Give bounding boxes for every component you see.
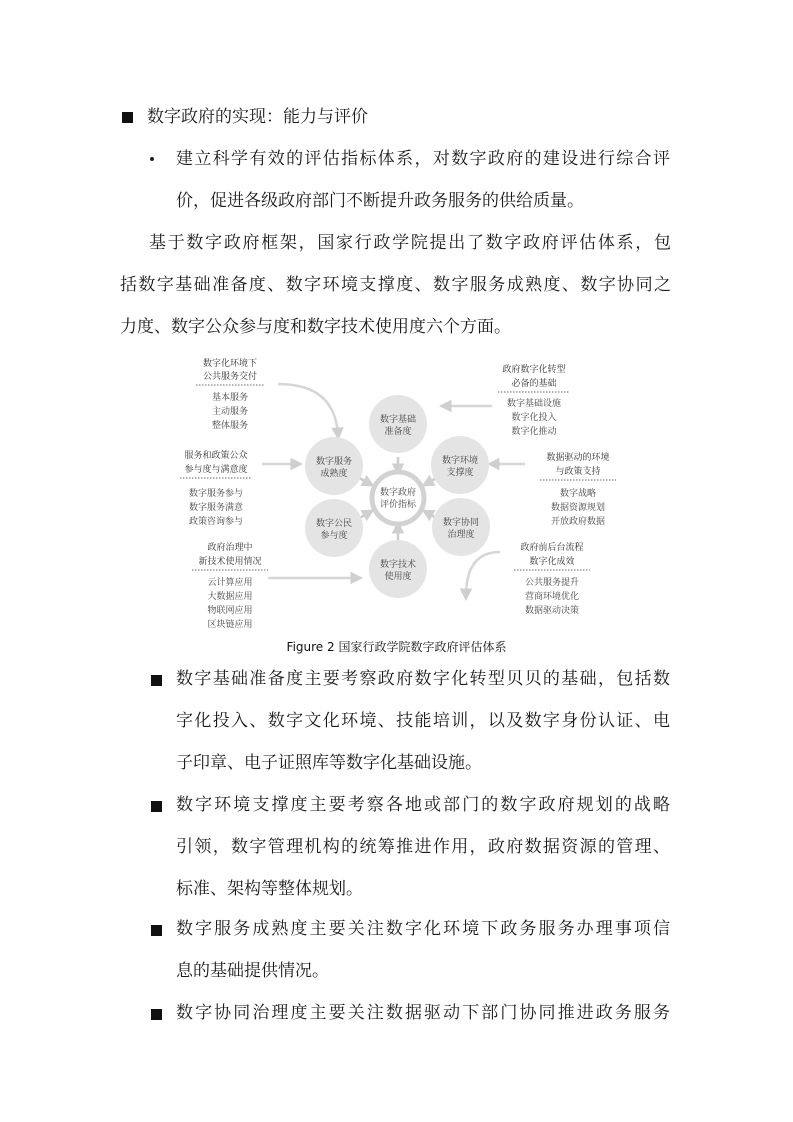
group-mid-right-title-2: 与政策支持 <box>555 467 601 477</box>
group-bottom-right-title-1: 政府前后台流程 <box>520 543 584 553</box>
item-2-line-1: 数字环境支撑度主要考察各地或部门的数字政府规划的战略 <box>176 795 670 815</box>
bullet-line-2: 价，促进各级政府部门不断提升政务服务的供给质量。 <box>176 191 584 211</box>
node-foundation-label-2: 准备度 <box>384 427 412 437</box>
node-participation-label-1: 数字公民 <box>315 519 353 529</box>
node-foundation-label-1: 数字基础 <box>379 415 417 425</box>
node-collaboration-label-1: 数字协同 <box>442 518 480 528</box>
group-bottom-right-item-1: 公共服务提升 <box>524 578 580 588</box>
group-bottom-left-title-1: 政府治理中 <box>207 543 253 553</box>
arrow-top-left <box>278 384 338 435</box>
arrow-bottom-right <box>466 552 500 596</box>
group-mid-left-item-3: 政策咨询参与 <box>188 517 244 527</box>
item-3-line-2: 息的基础提供情况。 <box>176 961 329 981</box>
item-3-line-1: 数字服务成熟度主要关注数字化环境下政务服务办理事项信 <box>176 919 670 939</box>
group-bottom-right <box>514 541 590 616</box>
paragraph-line-1: 基于数字政府框架，国家行政学院提出了数字政府评估体系，包 <box>149 233 671 253</box>
item-4-bullet <box>151 1009 162 1020</box>
group-bottom-right-title-2: 数字化成效 <box>529 557 575 567</box>
group-mid-left-title-2: 参与度与满意度 <box>184 465 248 475</box>
group-mid-right-item-3: 开放政府数据 <box>550 517 606 527</box>
item-1-line-3: 子印章、电子证照库等数字化基础设施。 <box>176 753 482 773</box>
node-foundation <box>369 395 427 453</box>
group-bottom-left-title-2: 新技术使用情况 <box>198 557 262 567</box>
group-top-right-title-1: 政府数字化转型 <box>502 365 566 375</box>
node-service-label-1: 数字服务 <box>315 457 353 467</box>
bullet-line-1: 建立科学有效的评估指标体系，对数字政府的建设进行综合评 <box>176 149 670 169</box>
center-label-2: 评价指标 <box>379 500 417 510</box>
group-mid-right <box>540 451 616 527</box>
figure-caption: Figure 2 国家行政学院数字政府评估体系 <box>286 640 507 654</box>
item-1-bullet <box>151 675 162 686</box>
group-mid-left-item-1: 数字服务参与 <box>188 489 244 499</box>
group-bottom-right-item-3: 数据驱动决策 <box>524 606 580 616</box>
group-bottom-left-item-2: 大数据应用 <box>207 592 253 602</box>
group-top-left-item-1: 基本服务 <box>211 393 249 403</box>
group-top-right <box>498 363 570 437</box>
center-label-1: 数字政府 <box>379 488 417 498</box>
group-top-left <box>196 357 264 431</box>
group-top-right-item-3: 数字化推动 <box>511 427 557 437</box>
node-environment <box>431 436 489 494</box>
item-3-bullet <box>151 925 162 936</box>
group-mid-left <box>180 449 252 527</box>
center-node <box>372 472 424 524</box>
paragraph-line-2: 括数字基础准备度、数字环境支撑度、数字服务成熟度、数字协同之 <box>120 275 671 295</box>
item-4-line-1: 数字协同治理度主要关注数据驱动下部门协同推进政务服务 <box>176 1003 670 1023</box>
node-environment-label-1: 数字环境 <box>441 456 479 466</box>
item-2-line-3: 标准、架构等整体规划。 <box>176 879 363 899</box>
group-mid-left-item-2: 数字服务满意 <box>188 503 244 513</box>
group-mid-right-item-2: 数据资源规划 <box>550 503 606 513</box>
node-collaboration <box>432 498 490 556</box>
item-1-line-1: 数字基础准备度主要考察政府数字化转型贝贝的基础，包括数 <box>176 669 670 689</box>
item-2-bullet <box>151 801 162 812</box>
group-top-right-title-2: 必备的基础 <box>511 379 557 389</box>
group-mid-left-title-1: 服务和政策公众 <box>184 451 248 461</box>
group-bottom-left-item-4: 区块链应用 <box>207 620 253 630</box>
group-top-left-item-2: 主动服务 <box>211 407 249 417</box>
node-collaboration-label-2: 治理度 <box>447 530 475 540</box>
node-technology-label-1: 数字技术 <box>379 560 417 570</box>
node-service-label-2: 成熟度 <box>320 469 348 479</box>
paragraph-line-3: 力度、数字公众参与度和数字技术使用度六个方面。 <box>120 317 511 337</box>
group-bottom-left <box>192 541 268 630</box>
item-2-line-2: 引领，数字管理机构的统筹推进作用，政府数据资源的管理、 <box>176 837 670 857</box>
node-service <box>305 437 363 495</box>
group-top-left-item-3: 整体服务 <box>211 421 249 431</box>
item-1-line-2: 字化投入、数字文化环境、技能培训，以及数字身份认证、电 <box>176 711 670 731</box>
group-top-right-item-2: 数字化投入 <box>511 413 557 423</box>
group-mid-right-title-1: 数据驱动的环境 <box>546 453 610 463</box>
node-technology-label-2: 使用度 <box>384 572 412 582</box>
section-heading: 数字政府的实现：能力与评价 <box>147 107 368 127</box>
group-top-right-item-1: 数字基础设施 <box>506 399 562 409</box>
node-technology <box>369 540 427 598</box>
node-environment-label-2: 支撑度 <box>446 468 474 478</box>
node-participation-label-2: 参与度 <box>320 531 348 541</box>
group-top-left-title-1: 数字化环境下 <box>202 359 258 369</box>
group-bottom-left-item-1: 云计算应用 <box>207 578 253 588</box>
group-bottom-left-item-3: 物联网应用 <box>207 606 253 616</box>
node-participation <box>305 499 363 557</box>
group-mid-right-item-1: 数字战略 <box>559 489 597 499</box>
group-bottom-right-item-2: 营商环境优化 <box>524 592 580 602</box>
group-top-left-title-2: 公共服务交付 <box>202 372 258 382</box>
